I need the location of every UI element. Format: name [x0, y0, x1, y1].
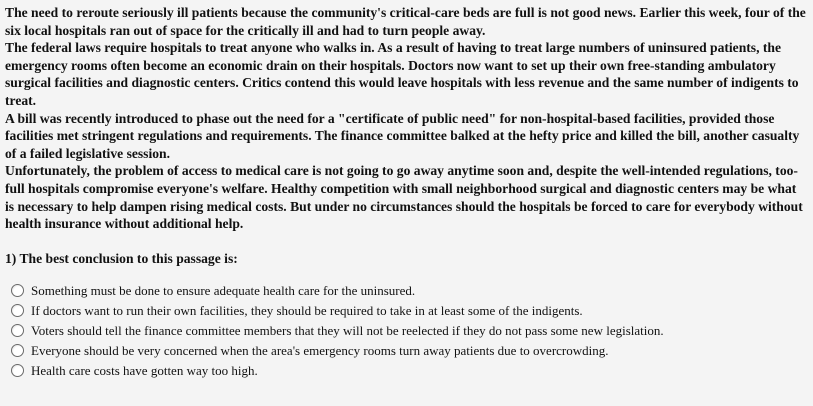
quiz-page [5, 4, 808, 381]
passage-paragraph-2: The federal laws require hospitals to treat anyone who walks in. As a result of having to treat large numbers of uninsured patients, the emergency rooms often become an economic drain on their hospitals. Doctors now want to set up their own free-standing ambulatory surgical facilities and diagnostic centers. Critics contend this would leave hospitals with less revenue and the same number of indigents to treat. [5, 40, 799, 108]
radio-button-icon[interactable] [11, 284, 24, 297]
radio-button-icon[interactable] [11, 324, 24, 337]
answer-option-5[interactable] [5, 361, 808, 381]
answer-option-4[interactable] [5, 341, 808, 361]
passage-paragraph-3: A bill was recently introduced to phase out the need for a "certificate of public need" for non-hospital-based facilities, provided those facilities met stringent regulations and requirements. The finance committee balked at the hefty price and killed the bill, another casualty of a failed legislative session. [5, 110, 800, 161]
answer-option-3[interactable] [5, 321, 808, 341]
passage-paragraph-1: The need to reroute seriously ill patients because the community's critical-care beds are full is not good news. Earlier this week, four of the six local hospitals ran out of space for the critically ill and had to turn people away. [5, 5, 806, 38]
answer-options [5, 281, 808, 381]
reading-passage [5, 4, 808, 233]
answer-option-label[interactable]: Something must be done to ensure adequate health care for the uninsured. [31, 282, 416, 298]
radio-button-icon[interactable] [11, 304, 24, 317]
answer-option-label[interactable]: If doctors want to run their own facilities, they should be required to take in at least some of the indigents. [31, 302, 583, 318]
answer-option-label[interactable]: Health care costs have gotten way too high. [31, 362, 258, 378]
question-prompt: 1) The best conclusion to this passage is: [5, 250, 238, 266]
passage-paragraph-4: Unfortunately, the problem of access to medical care is not going to go away anytime soon and, despite the well-intended regulations, too-full hospitals compromise everyone's welfare. Healthy competition with small neighborhood surgical and diagnostic centers may be what is necessary to help dampen rising medical costs. But under no circumstances should the hospitals be forced to care for everybody without health insurance without additional help. [5, 163, 803, 232]
answer-option-label[interactable]: Everyone should be very concerned when the area's emergency rooms turn away patients due to overcrowding. [31, 342, 609, 358]
answer-option-label[interactable]: Voters should tell the finance committee members that they will not be reelected if they do not pass some new legislation. [31, 322, 664, 338]
answer-option-2[interactable] [5, 301, 808, 321]
radio-button-icon[interactable] [11, 364, 24, 377]
radio-button-icon[interactable] [11, 344, 24, 357]
answer-option-1[interactable] [5, 281, 808, 301]
